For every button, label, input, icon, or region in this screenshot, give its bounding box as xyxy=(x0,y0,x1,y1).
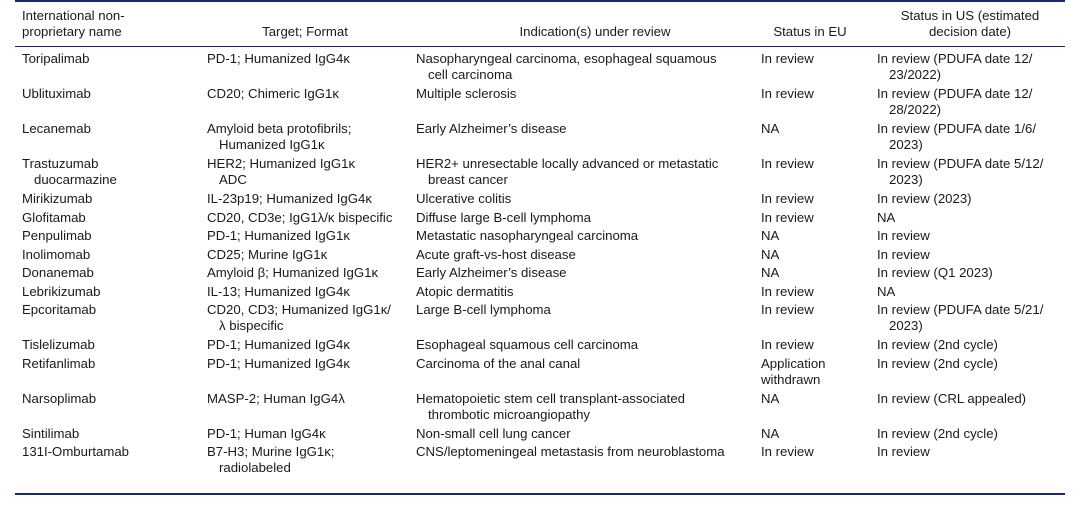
name-cell-line: duocarmazine xyxy=(34,172,117,187)
us-status-cell-line: In review xyxy=(877,228,930,243)
indication-cell-line: Early Alzheimer’s disease xyxy=(416,265,567,280)
us-status-cell xyxy=(877,121,1067,153)
target-cell xyxy=(207,337,412,353)
header-us-status xyxy=(880,8,1060,40)
name-cell xyxy=(22,391,202,407)
us-status-cell xyxy=(877,191,1067,207)
us-status-cell xyxy=(877,51,1067,83)
target-cell xyxy=(207,356,412,372)
indication-cell xyxy=(416,391,756,423)
eu-status-cell-line: NA xyxy=(761,425,780,441)
us-status-cell xyxy=(877,284,1067,300)
eu-status-cell xyxy=(761,247,871,263)
indication-cell xyxy=(416,265,756,281)
table-top-rule xyxy=(15,0,1065,2)
eu-status-cell xyxy=(761,391,871,407)
name-cell-line: Lebrikizumab xyxy=(22,283,101,299)
target-cell-line: PD-1; Humanized IgG1κ xyxy=(207,228,350,243)
us-status-cell xyxy=(877,265,1067,281)
us-status-cell xyxy=(877,86,1067,118)
eu-status-cell-line: In review xyxy=(761,86,814,101)
target-cell-line: Humanized IgG1κ xyxy=(219,137,325,152)
indication-cell-line: Ulcerative colitis xyxy=(416,191,512,206)
header-us-line1: Status in US (estimated xyxy=(900,8,1040,23)
us-status-cell-line: In review (2nd cycle) xyxy=(877,337,998,352)
name-cell-line: Ublituximab xyxy=(22,86,91,101)
us-status-cell-line: In review (PDUFA date 1/6/ xyxy=(877,121,1037,136)
us-status-cell-line: In review (2023) xyxy=(877,191,972,206)
name-cell xyxy=(22,444,202,460)
target-cell xyxy=(207,444,412,476)
target-cell xyxy=(207,391,412,407)
target-cell-line: PD-1; Humanized IgG4κ xyxy=(207,355,350,371)
name-cell-line: Glofitamab xyxy=(22,209,86,225)
target-cell xyxy=(207,86,412,102)
us-status-cell xyxy=(877,391,1067,407)
us-status-cell-line: 28/2022) xyxy=(889,102,942,117)
us-status-cell-line: In review xyxy=(877,444,930,459)
indication-cell-line: Diffuse large B-cell lymphoma xyxy=(416,209,591,225)
eu-status-cell-line: NA xyxy=(761,121,780,136)
us-status-cell-line: In review xyxy=(877,246,930,262)
indication-cell xyxy=(416,191,756,207)
name-cell-line: Inolimomab xyxy=(22,246,91,262)
target-cell xyxy=(207,247,412,263)
name-cell-line: Trastuzumab xyxy=(22,156,99,171)
indication-cell xyxy=(416,444,756,460)
indication-cell-line: Carcinoma of the anal canal xyxy=(416,355,581,371)
target-cell-line: ADC xyxy=(219,172,247,187)
name-cell-line: Donanemab xyxy=(22,265,94,280)
indication-cell xyxy=(416,356,756,372)
target-cell-line: λ bispecific xyxy=(219,318,284,333)
eu-status-cell-line: In review xyxy=(761,191,814,206)
eu-status-cell-line: In review xyxy=(761,51,814,66)
name-cell xyxy=(22,86,202,102)
us-status-cell-line: In review (CRL appealed) xyxy=(877,390,1027,406)
eu-status-cell-line: Application xyxy=(761,355,826,371)
indication-cell-line: Large B-cell lymphoma xyxy=(416,302,551,317)
name-cell xyxy=(22,247,202,263)
name-cell xyxy=(22,210,202,226)
target-cell xyxy=(207,284,412,300)
target-cell xyxy=(207,121,412,153)
indication-cell-line: CNS/leptomeningeal metastasis from neuroblastoma xyxy=(416,444,725,459)
name-cell xyxy=(22,356,202,372)
us-status-cell-line: 2023) xyxy=(889,318,923,333)
target-cell-line: radiolabeled xyxy=(219,460,291,475)
us-status-cell-line: In review (PDUFA date 12/ xyxy=(877,86,1033,101)
name-cell-line: Tislelizumab xyxy=(22,337,95,352)
eu-status-cell-line: In review xyxy=(761,337,814,352)
us-status-cell-line: 2023) xyxy=(889,137,923,152)
eu-status-cell-line: NA xyxy=(761,390,780,406)
name-cell xyxy=(22,156,202,188)
name-cell-line: Epcoritamab xyxy=(22,302,97,317)
eu-status-cell-line: NA xyxy=(761,228,780,243)
indication-cell-line: Early Alzheimer’s disease xyxy=(416,121,567,136)
us-status-cell xyxy=(877,156,1067,188)
indication-cell-line: Multiple sclerosis xyxy=(416,86,517,101)
name-cell xyxy=(22,228,202,244)
indication-cell-line: Acute graft-vs-host disease xyxy=(416,246,576,262)
target-cell-line: PD-1; Humanized IgG4κ xyxy=(207,337,350,352)
indication-cell xyxy=(416,121,756,137)
us-status-cell-line: 23/2022) xyxy=(889,67,942,82)
eu-status-cell-line: In review xyxy=(761,156,814,171)
indication-cell xyxy=(416,426,756,442)
name-cell-line: Narsoplimab xyxy=(22,390,97,406)
name-cell-line: Mirikizumab xyxy=(22,191,93,206)
name-cell xyxy=(22,121,202,137)
eu-status-cell xyxy=(761,356,871,388)
eu-status-cell-line: In review xyxy=(761,444,814,459)
target-cell xyxy=(207,210,412,226)
indication-cell-line: Esophageal squamous cell carcinoma xyxy=(416,337,639,352)
indication-cell-line: Nasopharyngeal carcinoma, esophageal squamous xyxy=(416,51,717,66)
us-status-cell-line: NA xyxy=(877,209,896,225)
header-eu-status: Status in EU xyxy=(773,24,847,39)
eu-status-cell-line: withdrawn xyxy=(761,371,821,387)
name-cell-line: Sintilimab xyxy=(22,425,80,441)
indication-cell-line: thrombotic microangiopathy xyxy=(428,406,590,422)
eu-status-cell-line: NA xyxy=(761,265,780,280)
target-cell xyxy=(207,265,412,281)
us-status-cell-line: In review (Q1 2023) xyxy=(877,265,993,280)
indication-cell xyxy=(416,51,756,83)
indication-cell-line: Hematopoietic stem cell transplant-associated xyxy=(416,390,686,406)
us-status-cell-line: In review (PDUFA date 5/21/ xyxy=(877,302,1044,317)
target-cell-line: CD25; Murine IgG1κ xyxy=(207,246,328,262)
us-status-cell-line: In review (PDUFA date 5/12/ xyxy=(877,156,1044,171)
us-status-cell-line: In review (2nd cycle) xyxy=(877,425,998,441)
eu-status-cell xyxy=(761,265,871,281)
us-status-cell xyxy=(877,247,1067,263)
eu-status-cell xyxy=(761,86,871,102)
header-name-line2: proprietary name xyxy=(22,24,122,39)
name-cell-line: Toripalimab xyxy=(22,51,90,66)
name-cell-line: Penpulimab xyxy=(22,228,92,243)
eu-status-cell xyxy=(761,210,871,226)
indication-cell xyxy=(416,210,756,226)
indication-cell-line: HER2+ unresectable locally advanced or metastatic xyxy=(416,156,719,171)
target-cell xyxy=(207,191,412,207)
us-status-cell-line: In review (2nd cycle) xyxy=(877,355,998,371)
eu-status-cell-line: In review xyxy=(761,283,814,299)
us-status-cell xyxy=(877,426,1067,442)
target-cell-line: Amyloid beta protofibrils; xyxy=(207,121,352,136)
eu-status-cell xyxy=(761,284,871,300)
eu-status-cell xyxy=(761,121,871,137)
target-cell xyxy=(207,51,412,67)
name-cell xyxy=(22,337,202,353)
name-cell xyxy=(22,284,202,300)
target-cell-line: IL-13; Humanized IgG4κ xyxy=(207,283,350,299)
indication-cell xyxy=(416,337,756,353)
target-cell-line: PD-1; Human IgG4κ xyxy=(207,425,326,441)
name-cell-line: Lecanemab xyxy=(22,121,91,136)
target-cell xyxy=(207,228,412,244)
name-cell xyxy=(22,191,202,207)
eu-status-cell xyxy=(761,337,871,353)
target-cell-line: PD-1; Humanized IgG4κ xyxy=(207,51,350,66)
target-cell-line: CD20; Chimeric IgG1κ xyxy=(207,86,339,101)
target-cell-line: Amyloid β; Humanized IgG1κ xyxy=(207,265,379,280)
us-status-cell xyxy=(877,356,1067,372)
indication-cell-line: Non-small cell lung cancer xyxy=(416,425,571,441)
name-cell xyxy=(22,265,202,281)
us-status-cell xyxy=(877,228,1067,244)
indication-cell xyxy=(416,86,756,102)
us-status-cell xyxy=(877,444,1067,460)
target-cell-line: CD20, CD3e; IgG1λ/κ bispecific xyxy=(207,209,393,225)
header-us-line2: decision date) xyxy=(928,24,1012,39)
target-cell-line: MASP-2; Human IgG4λ xyxy=(207,390,345,406)
header-rule xyxy=(15,46,1065,47)
target-cell-line: CD20, CD3; Humanized IgG1κ/ xyxy=(207,302,391,317)
eu-status-cell xyxy=(761,191,871,207)
name-cell-line: Retifanlimab xyxy=(22,355,96,371)
eu-status-cell xyxy=(761,228,871,244)
eu-status-cell xyxy=(761,51,871,67)
us-status-cell-line: 2023) xyxy=(889,172,923,187)
table-bottom-rule xyxy=(15,493,1065,495)
header-name-line1: International non- xyxy=(22,8,125,23)
eu-status-cell xyxy=(761,156,871,172)
us-status-cell-line: NA xyxy=(877,283,896,299)
indication-cell xyxy=(416,247,756,263)
indication-cell-line: Atopic dermatitis xyxy=(416,283,514,299)
eu-status-cell xyxy=(761,302,871,318)
name-cell-line: 131I-Omburtamab xyxy=(22,444,130,459)
eu-status-cell-line: In review xyxy=(761,302,814,317)
header-name xyxy=(22,8,182,40)
target-cell xyxy=(207,156,412,188)
eu-status-cell-line: NA xyxy=(761,246,780,262)
us-status-cell xyxy=(877,302,1067,334)
name-cell xyxy=(22,302,202,318)
target-cell-line: HER2; Humanized IgG1κ xyxy=(207,156,356,171)
eu-status-cell xyxy=(761,426,871,442)
target-cell xyxy=(207,426,412,442)
target-cell-line: IL-23p19; Humanized IgG4κ xyxy=(207,191,372,206)
indication-cell xyxy=(416,156,756,188)
header-indication: Indication(s) under review xyxy=(519,24,671,39)
eu-status-cell-line: In review xyxy=(761,209,814,225)
header-target: Target; Format xyxy=(262,24,348,39)
indication-cell-line: Metastatic nasopharyngeal carcinoma xyxy=(416,228,639,243)
indication-cell-line: cell carcinoma xyxy=(428,67,513,82)
target-cell xyxy=(207,302,412,334)
eu-status-cell xyxy=(761,444,871,460)
target-cell-line: B7-H3; Murine IgG1κ; xyxy=(207,444,335,459)
name-cell xyxy=(22,426,202,442)
us-status-cell-line: In review (PDUFA date 12/ xyxy=(877,51,1033,66)
us-status-cell xyxy=(877,210,1067,226)
indication-cell xyxy=(416,228,756,244)
indication-cell xyxy=(416,302,756,318)
indication-cell xyxy=(416,284,756,300)
name-cell xyxy=(22,51,202,67)
us-status-cell xyxy=(877,337,1067,353)
indication-cell-line: breast cancer xyxy=(428,172,508,187)
